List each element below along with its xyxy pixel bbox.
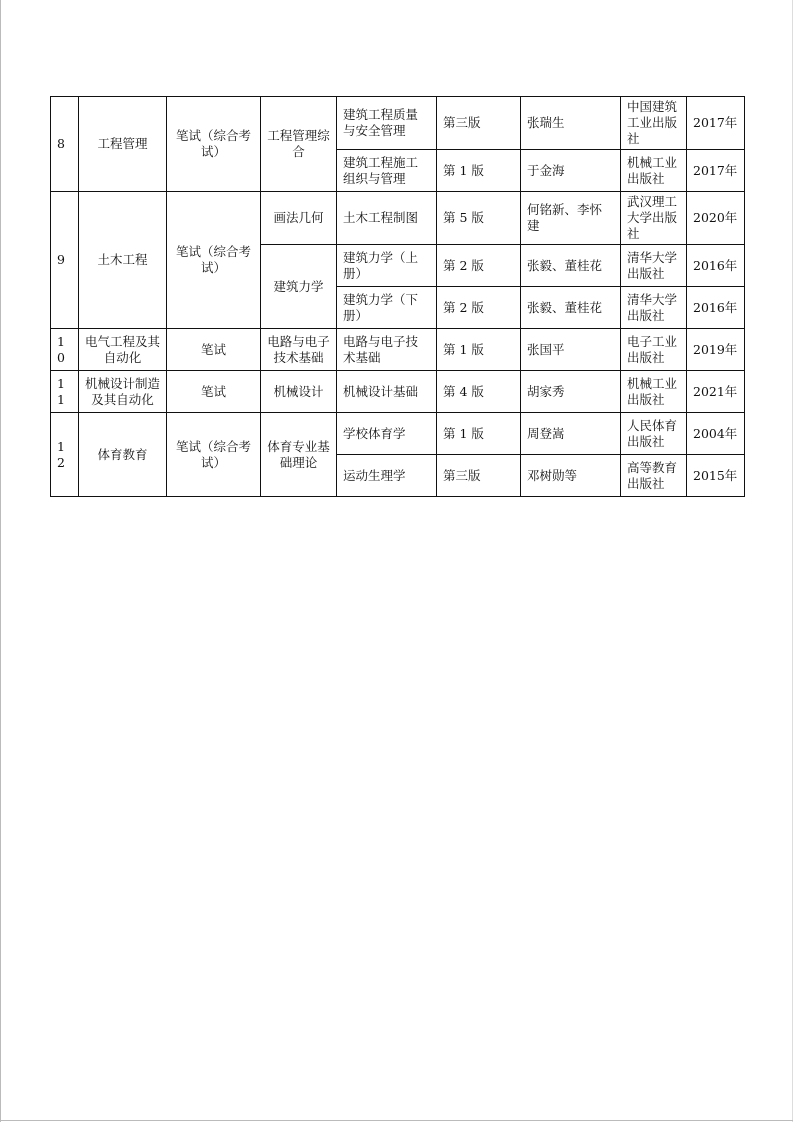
subject-cell: 机械设计 — [261, 371, 337, 413]
book-title-cell: 土木工程制图 — [337, 192, 437, 245]
book-title-cell: 运动生理学 — [337, 455, 437, 497]
author-cell: 张瑞生 — [521, 97, 621, 150]
subject-cell: 画法几何 — [261, 192, 337, 245]
table-row — [51, 192, 745, 245]
author-cell: 胡家秀 — [521, 371, 621, 413]
textbook-table — [50, 96, 745, 497]
year-cell: 2017年 — [687, 97, 745, 150]
edition-cell: 第 2 版 — [437, 287, 521, 329]
publisher-cell: 中国建筑工业出版社 — [621, 97, 687, 150]
edition-cell: 第 4 版 — [437, 371, 521, 413]
row-number-cell: 9 — [51, 192, 79, 329]
subject-cell: 电路与电子技术基础 — [261, 329, 337, 371]
author-cell: 何铭新、李怀建 — [521, 192, 621, 245]
major-cell: 工程管理 — [79, 97, 167, 192]
year-cell: 2004年 — [687, 413, 745, 455]
year-cell: 2016年 — [687, 287, 745, 329]
row-number-cell: 10 — [51, 329, 79, 371]
publisher-cell: 人民体育出版社 — [621, 413, 687, 455]
author-cell: 张国平 — [521, 329, 621, 371]
publisher-cell: 高等教育出版社 — [621, 455, 687, 497]
book-title-cell: 建筑力学（下册） — [337, 287, 437, 329]
publisher-cell: 清华大学出版社 — [621, 287, 687, 329]
table-row — [51, 413, 745, 455]
exam-type-cell: 笔试（综合考试） — [167, 413, 261, 497]
author-cell: 于金海 — [521, 150, 621, 192]
publisher-cell: 机械工业出版社 — [621, 150, 687, 192]
author-cell: 邓树勋等 — [521, 455, 621, 497]
edition-cell: 第 5 版 — [437, 192, 521, 245]
edition-cell: 第 1 版 — [437, 150, 521, 192]
book-title-cell: 学校体育学 — [337, 413, 437, 455]
subject-cell: 体育专业基础理论 — [261, 413, 337, 497]
major-cell: 土木工程 — [79, 192, 167, 329]
author-cell: 周登嵩 — [521, 413, 621, 455]
exam-type-cell: 笔试（综合考试） — [167, 97, 261, 192]
exam-type-cell: 笔试 — [167, 329, 261, 371]
year-cell: 2021年 — [687, 371, 745, 413]
major-cell: 机械设计制造及其自动化 — [79, 371, 167, 413]
book-title-cell: 电路与电子技术基础 — [337, 329, 437, 371]
table-row — [51, 371, 745, 413]
publisher-cell: 电子工业出版社 — [621, 329, 687, 371]
publisher-cell: 清华大学出版社 — [621, 245, 687, 287]
book-title-cell: 建筑力学（上册） — [337, 245, 437, 287]
subject-cell: 建筑力学 — [261, 245, 337, 329]
year-cell: 2020年 — [687, 192, 745, 245]
subject-cell: 工程管理综合 — [261, 97, 337, 192]
row-number-cell: 11 — [51, 371, 79, 413]
major-cell: 体育教育 — [79, 413, 167, 497]
edition-cell: 第 1 版 — [437, 329, 521, 371]
table-row — [51, 97, 745, 150]
page-bottom-edge — [0, 1120, 793, 1121]
edition-cell: 第三版 — [437, 97, 521, 150]
edition-cell: 第 2 版 — [437, 245, 521, 287]
page-left-edge — [0, 0, 1, 1122]
major-cell: 电气工程及其自动化 — [79, 329, 167, 371]
book-title-cell: 机械设计基础 — [337, 371, 437, 413]
year-cell: 2019年 — [687, 329, 745, 371]
year-cell: 2016年 — [687, 245, 745, 287]
year-cell: 2017年 — [687, 150, 745, 192]
book-title-cell: 建筑工程质量与安全管理 — [337, 97, 437, 150]
year-cell: 2015年 — [687, 455, 745, 497]
exam-type-cell: 笔试（综合考试） — [167, 192, 261, 329]
edition-cell: 第 1 版 — [437, 413, 521, 455]
row-number-cell: 8 — [51, 97, 79, 192]
row-number-cell: 12 — [51, 413, 79, 497]
publisher-cell: 武汉理工大学出版社 — [621, 192, 687, 245]
table-row — [51, 329, 745, 371]
book-title-cell: 建筑工程施工组织与管理 — [337, 150, 437, 192]
exam-type-cell: 笔试 — [167, 371, 261, 413]
publisher-cell: 机械工业出版社 — [621, 371, 687, 413]
author-cell: 张毅、董桂花 — [521, 245, 621, 287]
author-cell: 张毅、董桂花 — [521, 287, 621, 329]
table-body — [51, 97, 745, 497]
edition-cell: 第三版 — [437, 455, 521, 497]
